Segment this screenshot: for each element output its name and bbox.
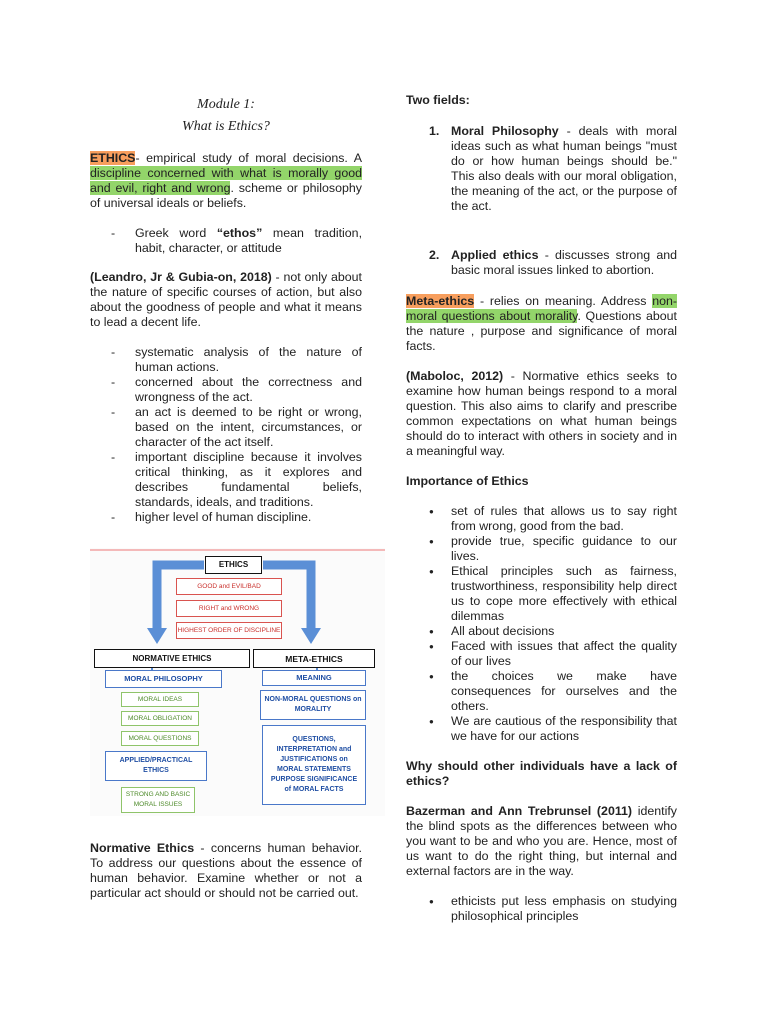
non-moral-questions-box: NON-MORAL QUESTIONS on MORALITY [260, 690, 366, 720]
two-fields-heading: Two fields: [406, 93, 470, 107]
normative-term: Normative Ethics [90, 841, 195, 855]
ethicists-list [406, 894, 677, 924]
meaning-box: MEANING [262, 670, 366, 686]
list-item: - Greek word “ethos” mean tradition, habit, character, or attitude [135, 226, 362, 256]
why-heading: Why should other individuals have a lack of ethics? [406, 759, 677, 788]
bazerman-paragraph: Bazerman and Ann Trebrunsel (2011) identify the blind spots as the differences between who you want to be and who you are. Hence, most of us want to do the right thing, but internal and external factors are in the way. [406, 804, 677, 878]
module-title [90, 94, 362, 138]
module-number: Module 1: [197, 97, 255, 112]
meta-ethics-term: Meta-ethics [406, 294, 475, 308]
list-item: - an act is deemed to be right or wrong, based on the intent, circumstances, or character of the act itself. [135, 405, 362, 450]
ethics-diagram [90, 548, 385, 816]
list-item: - systematic analysis of the nature of human actions. [135, 345, 362, 375]
moral-questions-box: MORAL QUESTIONS [121, 731, 199, 746]
list-item: ● ethicists put less emphasis on studying philosophical principles [451, 894, 677, 924]
greek-list [90, 226, 362, 256]
importance-list [406, 504, 677, 744]
citation: (Maboloc, 2012) [406, 369, 504, 383]
ethics-definition: ETHICS- empirical study of moral decisions. A discipline concerned with what is morally good and evil, right and wrong. scheme or philosophy of universal ideals or beliefs. [90, 151, 362, 210]
left-column [90, 0, 362, 525]
meta-ethics-paragraph: Meta-ethics - relies on meaning. Address non-moral questions about morality. Questions about the nature , purpose and significance of moral facts. [406, 294, 678, 353]
list-item: ● All about decisions [451, 624, 677, 639]
list-item: - higher level of human discipline. [135, 510, 362, 525]
highest-order-box: HIGHEST ORDER OF DISCIPLINE [176, 622, 282, 639]
importance-heading: Importance of Ethics [406, 474, 529, 488]
moral-obligation-box: MORAL OBLIGATION [121, 711, 199, 726]
ethics-characteristics-list [90, 345, 362, 525]
left-column-bottom [90, 841, 362, 901]
list-item: - concerned about the correctness and wrongness of the act. [135, 375, 362, 405]
good-evil-box: GOOD and EVIL/BAD [176, 578, 282, 595]
list-item: ● Faced with issues that affect the quality of our lives [451, 639, 677, 669]
list-item: ● Ethical principles such as fairness, trustworthiness, responsibility help direct us to cope more effectively with ethical dilemmas [451, 564, 677, 624]
list-item: - important discipline because it involves critical thinking, as it explores and describes fundamental beliefs, standards, ideals, and traditions. [135, 450, 362, 510]
moral-ideas-box: MORAL IDEAS [121, 692, 199, 707]
ethics-highlight: discipline concerned with what is morally good and evil, right and wrong [90, 166, 362, 195]
leandro-paragraph: (Leandro, Jr & Gubia-on, 2018) - not only about the nature of specific courses of action, but also about the goodness of people and what it means to lead a decent life. [90, 270, 362, 329]
questions-box: QUESTIONS, INTERPRETATION and JUSTIFICATIONS on MORAL STATEMENTS PURPOSE SIGNIFICANCE of MORAL FACTS [262, 725, 366, 805]
right-column [406, 0, 677, 924]
meta-ethics-box: META-ETHICS [253, 649, 375, 668]
maboloc-paragraph: (Maboloc, 2012) - Normative ethics seeks to examine how human beings respond to a moral question. This also aims to clarify and prescribe common expectations on what human beings should do to interact with others in society and in a meaningful way. [406, 369, 677, 458]
list-item: ● set of rules that allows us to say right from wrong, good from the bad. [451, 504, 677, 534]
list-item: 2. Applied ethics - discusses strong and basic moral issues linked to abortion. [429, 248, 677, 277]
list-item: ● We are cautious of the responsibility that we have for our actions [451, 714, 677, 744]
normative-ethics-box: NORMATIVE ETHICS [94, 649, 250, 668]
fields-list [406, 124, 677, 278]
list-item: ● the choices we make have consequences for ourselves and the others. [451, 669, 677, 714]
ethics-box: ETHICS [205, 556, 262, 574]
moral-philosophy-box: MORAL PHILOSOPHY [105, 670, 222, 688]
list-item: 1. Moral Philosophy - deals with moral ideas such as what human beings "must do or how human beings should be." This also deals with our moral obligation, the meaning of the act, or the purpose of the act. [429, 124, 677, 213]
right-wrong-box: RIGHT and WRONG [176, 600, 282, 617]
module-heading: What is Ethics? [182, 119, 270, 134]
applied-ethics-box: APPLIED/PRACTICAL ETHICS [105, 751, 207, 781]
citation: (Leandro, Jr & Gubia-on, 2018) [90, 270, 272, 284]
normative-ethics-paragraph: Normative Ethics - concerns human behavior. To address our questions about the essence of human behavior. Examine whether or not a particular act should or should not be carried out. [90, 841, 362, 900]
list-item: ● provide true, specific guidance to our lives. [451, 534, 677, 564]
strong-basic-issues-box: STRONG AND BASIC MORAL ISSUES [121, 787, 195, 813]
meta-ethics-highlight: non-moral questions about morality [406, 294, 677, 323]
citation: Bazerman and Ann Trebrunsel (2011) [406, 804, 633, 818]
ethics-term: ETHICS [90, 151, 136, 165]
